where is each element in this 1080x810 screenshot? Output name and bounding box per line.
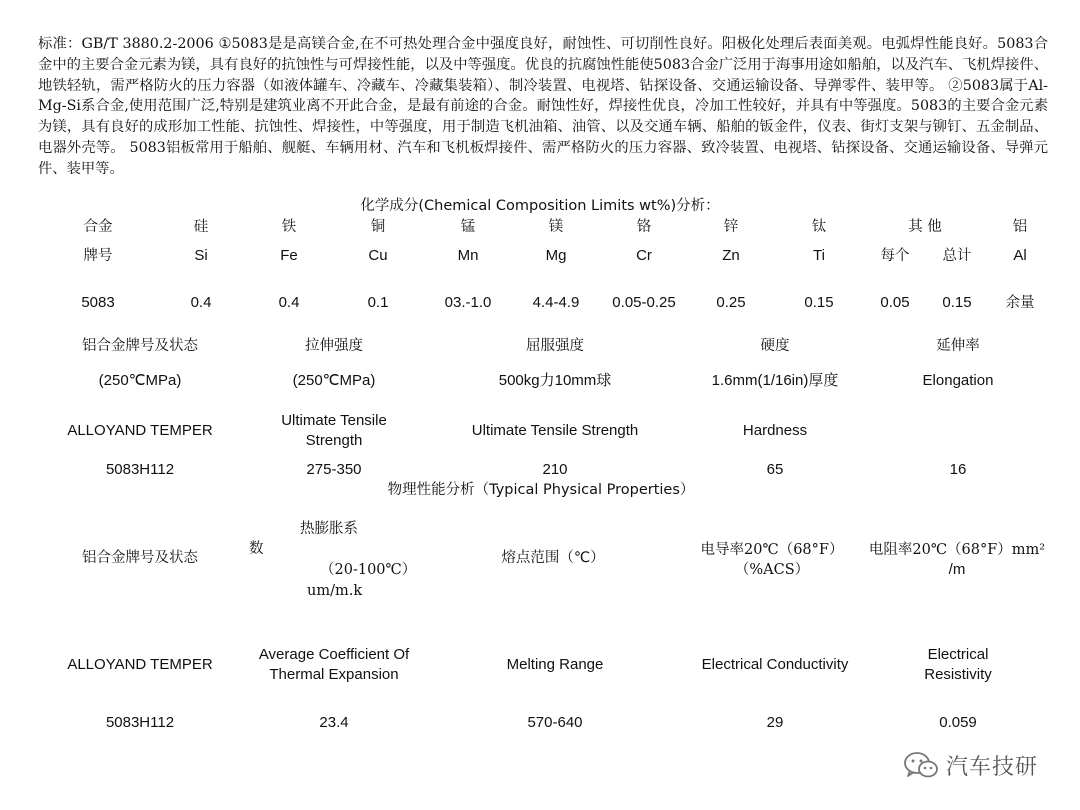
mech-header-en-cell: Hardness xyxy=(742,422,808,439)
intro-text xyxy=(38,34,1048,180)
mech-value: 16 xyxy=(949,461,967,478)
chem-cell: 每个 xyxy=(880,248,910,264)
mech-header-en-cell: Ultimate Tensile Strength xyxy=(281,412,387,449)
mech-value: 5083H112 xyxy=(105,461,175,478)
mech-header: 延伸率 xyxy=(936,338,980,354)
chem-cell: 锰 xyxy=(460,219,476,235)
phys-value: 570-640 xyxy=(527,714,583,731)
chem-cell: 0.4 xyxy=(278,294,300,311)
chem-cell: 4.4-4.9 xyxy=(532,294,580,311)
mech-unit: Elongation xyxy=(922,372,994,389)
mech-header: 铝合金牌号及状态 xyxy=(82,338,198,354)
phys-header-res-a: 电阻率20℃（68°F）mm² xyxy=(868,542,1046,558)
phys-header-en-cell: Melting Range xyxy=(506,656,604,673)
phys-header-en-cell: Electrical Conductivity xyxy=(701,656,849,673)
chem-cell: 合金 xyxy=(83,219,113,235)
chem-cell: 0.15 xyxy=(804,294,834,311)
phys-value: 23.4 xyxy=(319,714,349,731)
chem-cell: 镁 xyxy=(548,219,564,235)
mech-unit: (250℃MPa) xyxy=(292,372,376,389)
chem-cell: Mg xyxy=(545,247,567,264)
watermark-text: 汽车技研 xyxy=(946,754,1039,780)
mech-unit: 500kg力10mm球 xyxy=(498,372,612,389)
chem-cell: 铜 xyxy=(370,219,386,235)
chem-cell: 0.1 xyxy=(367,294,389,311)
mech-value: 275-350 xyxy=(306,461,362,478)
chem-title: 化学成分(Chemical Composition Limits wt%)分析： xyxy=(360,198,720,214)
phys-title: 物理性能分析（Typical Physical Properties） xyxy=(387,482,695,498)
chem-cell: 铝 xyxy=(1012,219,1028,235)
chem-cell: 牌号 xyxy=(83,248,113,264)
phys-header-en-cell: ALLOYAND TEMPER xyxy=(67,656,213,673)
chem-cell: Si xyxy=(194,247,208,264)
chem-cell: Al xyxy=(1013,247,1027,264)
intro-paragraph-1: 标准：GB/T 3880.2-2006 ①5083是是高镁合金,在不可热处理合金中强度良好，耐蚀性、可切削性良好。阳极化处理后表面美观。电弧焊性能良好。5083合金中的主要合金元素为镁，具有良好的抗蚀性与可焊接性能，以及中等强度。优良的抗腐蚀性能使5083合金广泛用于海事用途如船舶，以及汽车、飞机焊接件、地铁轻轨，需严格防火的压力容器（如液体罐车、冷藏车、冷藏集装箱）、制冷装置、电视塔、钻探设备、交通运输设备、导弹零件、装甲等。 xyxy=(38,36,1048,94)
phys-header-res-b: /m xyxy=(948,561,966,578)
phys-header-cond-b: （%ACS） xyxy=(734,562,810,578)
intro-paragraph-2: ②5083属于Al-Mg-Si系合金,使用范围广泛,特别是建筑业离不开此合金，是最有前途的合金。耐蚀性好，焊接性优良，冷加工性较好，并具有中等强度。5083的主要合金元素为镁，具有良好的成形加工性能、抗蚀性、焊接性，中等强度，用于制造飞机油箱、油管、以及交通车辆、船舶的钣金件，仪表、街灯支架与铆钉、五金制品、电器外壳等。 5083铝板常用于船舶、舰艇、车辆用材、汽车和飞机板焊接件、需严格防火的压力容器、致冷装置、电视塔、钻探设备、交通运输设备、导弹元件、装甲等。 xyxy=(38,77,1048,177)
mech-header: 屈服强度 xyxy=(526,338,584,354)
phys-header-cond-a: 电导率20℃（68°F） xyxy=(700,542,844,558)
phys-header-en-cell: Electrical Resistivity xyxy=(924,646,992,683)
chem-cell: Cu xyxy=(368,247,388,264)
chem-cell: 铁 xyxy=(281,219,297,235)
phys-value: 0.059 xyxy=(939,714,977,731)
chem-cell: 03.-1.0 xyxy=(444,294,492,311)
mech-header-en-cell: ALLOYAND TEMPER xyxy=(67,422,213,439)
phys-value: 5083H112 xyxy=(105,714,175,731)
chem-cell: 0.05-0.25 xyxy=(612,294,676,311)
phys-header-thermal-c: （20-100℃） xyxy=(320,562,417,578)
phys-header-melting: 熔点范围（℃） xyxy=(501,550,605,566)
phys-value: 29 xyxy=(766,714,784,731)
wechat-logo-icon xyxy=(902,750,940,780)
chem-cell: Zn xyxy=(722,247,740,264)
chem-cell: Mn xyxy=(457,247,479,264)
chem-cell: 硅 xyxy=(193,219,209,235)
chem-cell: Fe xyxy=(280,247,298,264)
chem-cell: 铬 xyxy=(636,219,652,235)
chem-cell: Ti xyxy=(813,247,825,264)
watermark xyxy=(902,750,1038,780)
phys-header-thermal-b: 数 xyxy=(249,541,264,557)
phys-header-alloy: 铝合金牌号及状态 xyxy=(82,550,198,566)
mech-header: 硬度 xyxy=(760,338,790,354)
mech-header: 拉伸强度 xyxy=(305,338,363,354)
chem-cell: 钛 xyxy=(811,219,827,235)
chem-cell: 总计 xyxy=(942,248,972,264)
phys-header-thermal-d: um/m.k xyxy=(307,583,363,599)
chem-cell: 0.25 xyxy=(716,294,746,311)
chem-cell: 0.05 xyxy=(880,294,910,311)
chem-cell: 5083 xyxy=(81,294,115,311)
chem-cell: Cr xyxy=(636,247,652,264)
chem-cell: 余量 xyxy=(1005,295,1035,311)
mech-value: 210 xyxy=(542,461,568,478)
mech-header-en-cell: Ultimate Tensile Strength xyxy=(471,422,639,439)
chem-cell: 其 他 xyxy=(908,219,942,235)
chem-cell: 0.4 xyxy=(190,294,212,311)
mech-unit: 1.6mm(1/16in)厚度 xyxy=(711,372,839,389)
mech-unit: (250℃MPa) xyxy=(98,372,182,389)
phys-header-en-cell: Average Coefficient Of Thermal Expansion xyxy=(258,646,410,683)
mech-value: 65 xyxy=(766,461,784,478)
phys-header-thermal-a: 热膨胀系 xyxy=(300,521,358,537)
chem-cell: 0.15 xyxy=(942,294,972,311)
chem-cell: 锌 xyxy=(723,219,739,235)
